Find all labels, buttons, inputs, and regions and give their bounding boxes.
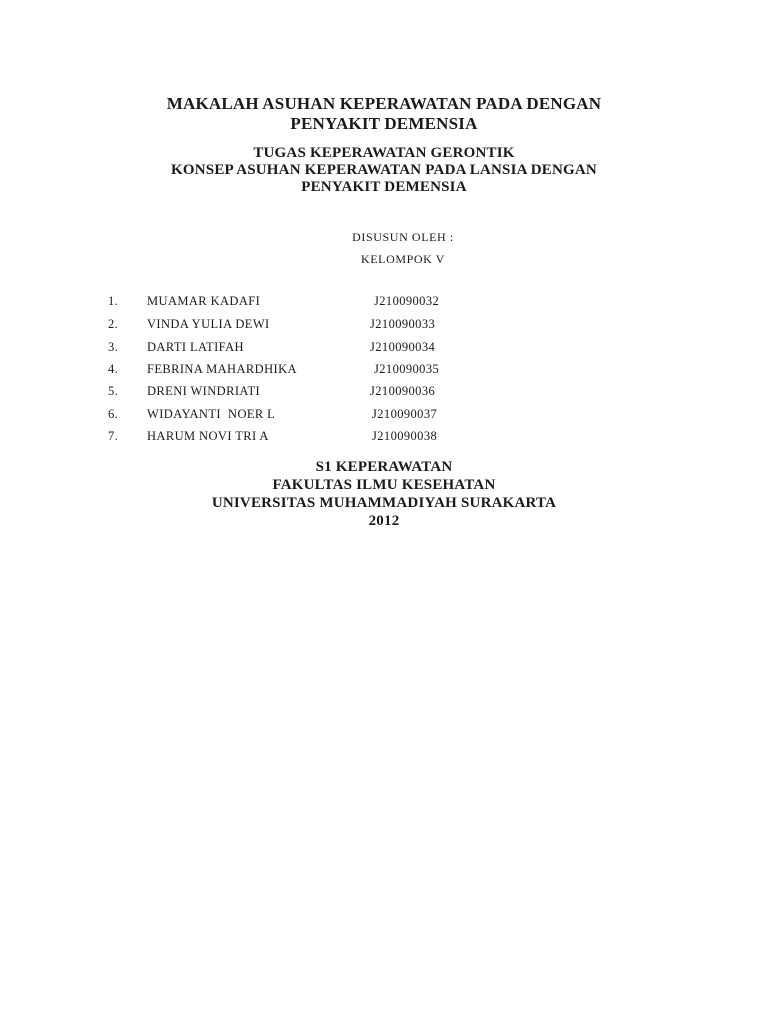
- member-name: WIDAYANTI NOER L: [147, 407, 276, 421]
- member-name: HARUM NOVI TRI A: [147, 429, 269, 443]
- title-line-2: PENYAKIT DEMENSIA: [290, 114, 478, 133]
- member-nim: J210090033: [370, 317, 436, 331]
- title-line-1: MAKALAH ASUHAN KEPERAWATAN PADA DENGAN: [166, 94, 602, 113]
- member-row: [0, 340, 768, 360]
- member-nim: J210090037: [372, 407, 438, 421]
- member-name: FEBRINA MAHARDHIKA: [147, 362, 297, 376]
- member-row: [0, 294, 768, 314]
- disusun-label: DISUSUN OLEH :: [352, 230, 454, 244]
- member-nim: J210090038: [372, 429, 438, 443]
- member-number: 3.: [108, 340, 119, 354]
- member-name: MUAMAR KADAFI: [147, 294, 261, 308]
- member-name: VINDA YULIA DEWI: [147, 317, 270, 331]
- member-nim: J210090032: [374, 294, 440, 308]
- member-number: 1.: [108, 294, 119, 308]
- member-row: [0, 407, 768, 427]
- member-number: 6.: [108, 407, 119, 421]
- member-name: DRENI WINDRIATI: [147, 384, 261, 398]
- member-number: 2.: [108, 317, 119, 331]
- university-line: UNIVERSITAS MUHAMMADIYAH SURAKARTA: [211, 495, 557, 511]
- member-row: [0, 317, 768, 337]
- document-subtitle: [0, 145, 768, 196]
- member-nim: J210090035: [374, 362, 440, 376]
- subtitle-line-3: PENYAKIT DEMENSIA: [301, 179, 467, 195]
- member-nim: J210090036: [370, 384, 436, 398]
- member-row: [0, 429, 768, 449]
- member-number: 4.: [108, 362, 119, 376]
- member-nim: J210090034: [370, 340, 436, 354]
- member-name: DARTI LATIFAH: [147, 340, 244, 354]
- subtitle-line-1: TUGAS KEPERAWATAN GERONTIK: [253, 145, 515, 161]
- document-title: [0, 94, 768, 134]
- member-row: [0, 384, 768, 404]
- institution-block: [0, 458, 768, 530]
- member-row: [0, 362, 768, 382]
- faculty-line: FAKULTAS ILMU KESEHATAN: [272, 477, 496, 493]
- kelompok-label: KELOMPOK V: [360, 252, 446, 266]
- member-number: 5.: [108, 384, 119, 398]
- program-line: S1 KEPERAWATAN: [315, 459, 453, 475]
- year-line: 2012: [368, 513, 400, 529]
- member-number: 7.: [108, 429, 119, 443]
- subtitle-line-2: KONSEP ASUHAN KEPERAWATAN PADA LANSIA DENGAN: [171, 162, 597, 178]
